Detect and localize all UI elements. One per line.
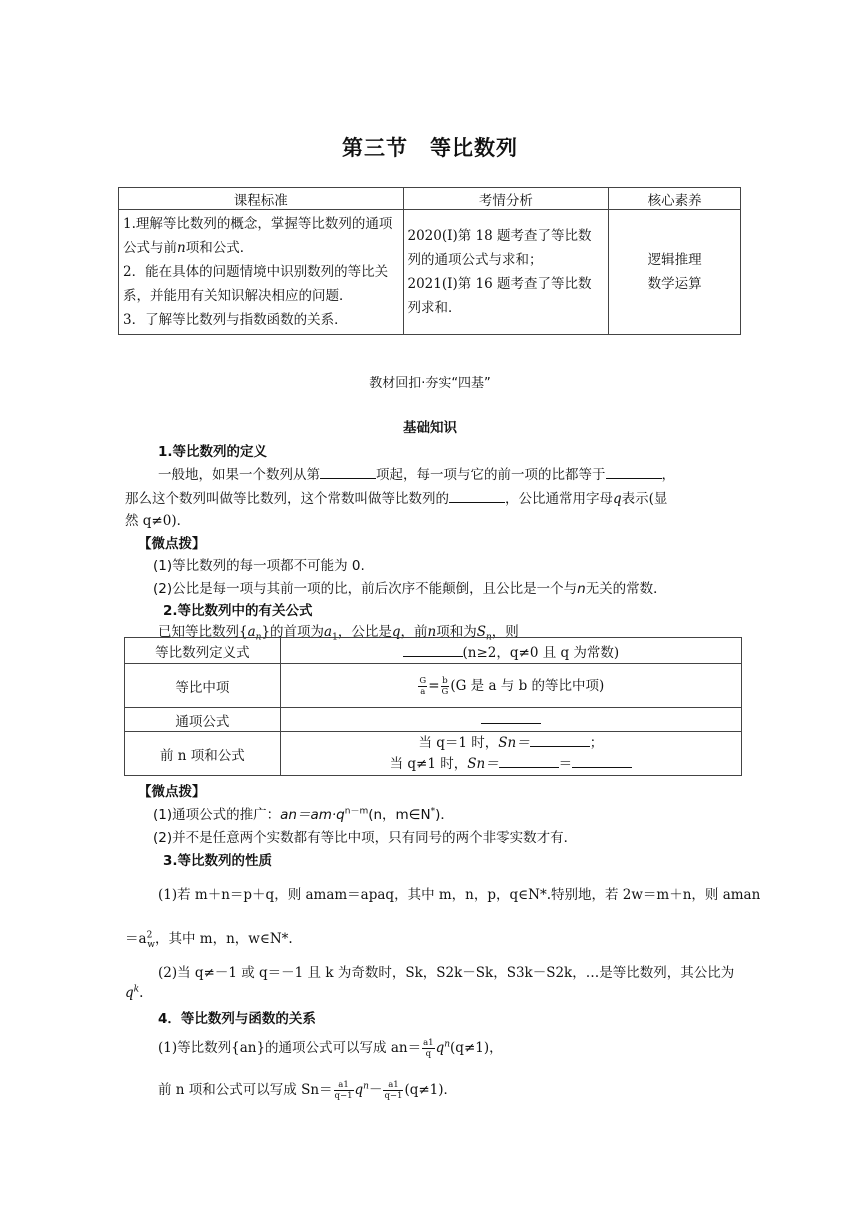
table-row [125,638,742,664]
blank [606,466,662,479]
s2-tip-2: (2)并不是任意两个实数都有等比中项，只有同号的两个非零实数才有． [153,830,578,846]
s1-tip-2 [153,577,667,597]
table-row [125,732,742,776]
s1-tip-n: n [577,581,586,597]
s2-tip-text: (1)通项公式的推广： [153,807,281,823]
s3-sup: 2 [146,930,153,941]
blank [403,644,463,657]
s1-tip-label: 【微点拨】 [138,536,206,552]
analysis-line-2: 2021(Ⅰ)第 16 题考查了等比数列求和． [407,276,592,316]
row-text: Sn＝ [467,755,499,772]
s2-tip-text: (n，m∈N [368,807,431,823]
s2-tip-1 [153,803,454,823]
blank [449,490,505,503]
analysis-cell [403,210,609,335]
s4-para-1 [158,1036,503,1059]
literacy-cell [609,210,741,335]
fraction [334,1080,354,1101]
s2-var: S [476,624,486,640]
s2-text: 项和为 [436,624,477,640]
s4-sup: n [363,1081,369,1092]
s2-text: ，则 [491,624,519,640]
frac-num: b [442,676,448,686]
s3-text: q [125,985,134,1001]
s2-var: a [247,624,256,640]
row-text: 当 q＝1 时， [418,734,499,751]
frac-num: a1 [423,1038,434,1048]
s2-sub: n [255,632,262,643]
blank [481,711,541,724]
s2-var: q [391,624,401,640]
s1-tip-text: 无关的常数． [585,581,667,597]
s3-para-3: (2)当 q≠－1 或 q＝－1 且 k 为奇数时，Sk，S2k－Sk，S3k－S2k，…是等比数列，其公比为 [158,965,735,981]
s2-var: a [324,624,333,640]
blank [530,734,590,747]
frac-num: G [419,676,427,686]
s3-text: . [139,985,144,1001]
s2-text: }的首项为 [261,624,325,640]
table-row [119,210,741,335]
literacy-1: 逻辑推理 [647,252,702,268]
s2-sub: n [485,632,492,643]
s1-text: 一般地，如果一个数列从第 [158,467,320,483]
table-row [125,708,742,732]
s4-text: q [435,1040,445,1056]
s4-text: (q≠1)， [450,1040,503,1056]
s1-para-line-1 [158,463,675,483]
s3-para-2 [125,927,293,950]
table-row [125,664,742,708]
section-subtitle: 教材回扣·夯实“四基” [369,376,491,391]
s2-sub: 1 [332,632,338,643]
s3-sup: k [133,984,140,995]
s3-para-4 [125,985,143,1001]
fraction [441,676,450,697]
s3-heading: 3.等比数列的性质 [163,853,273,869]
row-text: = [428,678,440,694]
s1-tip-text: (2)公比是每一项与其前一项的比，前后次序不能颠倒，且公比是一个与 [153,581,578,597]
s1-text: 项起，每一项与它的前一项的比都等于 [376,467,606,483]
s3-para-1: (1)若 m＋n＝p＋q，则 amam＝apaq，其中 m，n，p，q∈N*.特别地，若 2w＝m＋n，则 aman [158,887,761,903]
standards-table [118,187,741,335]
s2-var: n [427,624,437,640]
frac-den: q [425,1049,432,1059]
row-text: (n≥2，q≠0 且 q 为常数) [462,644,620,661]
s3-text: ＝a [125,931,147,947]
s1-text: 表示(显 [621,491,668,507]
table-header-row [119,188,741,210]
row-content [280,638,741,664]
s4-text: 前 n 项和公式可以写成 Sn＝ [158,1082,333,1098]
row-label: 等比中项 [125,664,281,708]
curriculum-line-3: 3．了解等比数列与指数函数的关系． [123,312,348,328]
row-text: 当 q≠1 时， [389,755,468,772]
blank [572,755,632,768]
s2-tip-formula: an＝am·q [280,807,345,823]
page-title [0,132,860,162]
s2-text: 已知等比数列{ [158,624,248,640]
formula-table [124,637,742,776]
row-text: ； [589,734,604,751]
header-curriculum: 课程标准 [119,188,404,210]
row-label: 通项公式 [125,708,281,732]
frac-num: a1 [383,1080,403,1091]
s1-tip-1: (1)等比数列的每一项都不可能为 0. [153,558,365,574]
s2-tip-sup: * [430,806,436,817]
s2-tip-text: )． [435,807,454,823]
row-content [280,664,741,708]
row-content [280,708,741,732]
s3-sub: w [147,939,156,950]
s4-sup: n [444,1039,451,1050]
s1-heading: 1.等比数列的定义 [158,444,268,460]
s1-text: 那么这个数列叫做等比数列，这个常数叫做等比数列的 [125,491,449,507]
frac-den: a [420,687,426,697]
s3-text: ，其中 m，n，w∈N*. [155,931,293,947]
s2-tip-label: 【微点拨】 [138,784,206,800]
s2-heading: 2.等比数列中的有关公式 [163,603,313,619]
s4-text: (q≠1)． [404,1082,458,1098]
s1-q: q [613,491,622,507]
s1-para-line-2 [125,487,667,507]
s4-para-2 [158,1078,457,1101]
frac-den: q−1 [334,1091,353,1101]
s1-para-line-3: 然 q≠0)． [125,513,191,529]
analysis-line-1: 2020(Ⅰ)第 18 题考查了等比数列的通项公式与求和； [407,228,592,268]
header-analysis: 考情分析 [403,188,609,210]
s4-text: － [368,1082,383,1098]
s4-heading: 4．等比数列与函数的关系 [158,1011,316,1027]
s2-text: ，前 [400,624,428,640]
frac-den: q−1 [384,1091,403,1101]
s1-text: ， [661,467,675,483]
fraction [383,1080,403,1101]
row-label: 前 n 项和公式 [125,732,281,776]
title-section: 第三节 [342,136,408,160]
curriculum-line-1b: 项和公式． [185,240,254,256]
literacy-2: 数学运算 [647,276,702,292]
row-text: ＝ [558,755,573,772]
curriculum-line-2: 2．能在具体的问题情境中识别数列的等比关系，并能用有关知识解决相应的问题． [123,264,389,304]
row-text: (G 是 a 与 b 的等比中项) [450,678,605,694]
title-topic: 等比数列 [430,136,518,160]
s4-text: (1)等比数列{an}的通项公式可以写成 an＝ [158,1040,422,1056]
curriculum-n: n [177,240,186,256]
s1-text: ，公比通常用字母 [505,491,613,507]
frac-num: a1 [334,1080,354,1091]
row-label: 等比数列定义式 [125,638,281,664]
s4-text: q [354,1082,364,1098]
blank [499,755,559,768]
row-content [280,732,741,776]
blank [320,466,376,479]
frac-den: G [441,687,449,697]
curriculum-cell [119,210,404,335]
basics-heading: 基础知识 [403,420,457,436]
header-literacy: 核心素养 [609,188,741,210]
fraction [422,1038,434,1059]
s2-tip-sup: n－m [344,806,369,817]
row-text: Sn＝ [498,734,530,751]
s2-text: ，公比是 [337,624,392,640]
fraction [418,676,427,697]
curriculum-line-1: 1.理解等比数列的概念，掌握等比数列的通项公式与前 [123,216,393,256]
